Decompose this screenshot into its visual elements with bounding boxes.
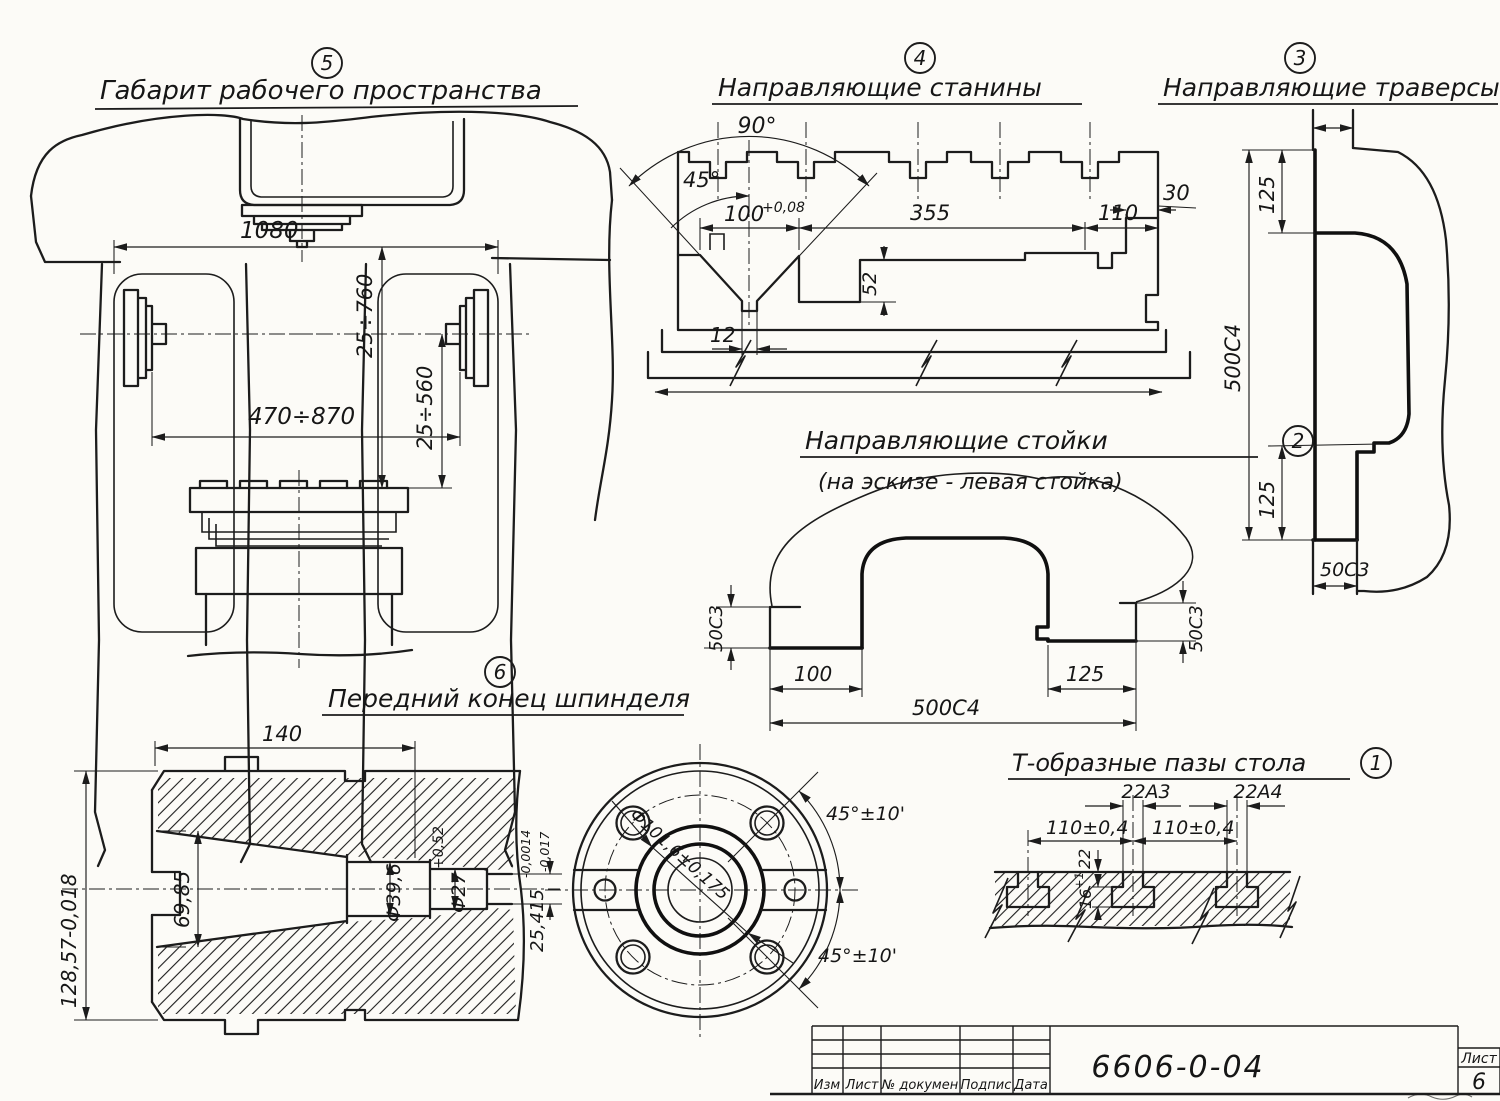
view-title: Направляющие стойки [805, 426, 1108, 455]
dim-110: 110 [1098, 201, 1139, 225]
dim-22a3: 22А3 [1121, 781, 1171, 803]
view-t-slots [985, 748, 1391, 944]
col-izm: Изм [813, 1078, 841, 1093]
dim-1080: 1080 [240, 218, 299, 244]
dim-125-bottom: 125 [1255, 480, 1279, 519]
view-spindle-end [57, 657, 905, 1040]
bed-centerlines [718, 122, 1090, 330]
dim-110-b: 110±0,4 [1152, 817, 1235, 839]
dim-f27-tol: +0,52 [431, 826, 447, 869]
work-space-dimensions [114, 218, 498, 488]
dim-355: 355 [910, 201, 951, 225]
wear-strip [710, 234, 724, 250]
dim-50c3-left: 50С3 [706, 605, 727, 652]
dim-25-415-tol-l: -0,017 [537, 831, 552, 872]
view-column-guides [704, 426, 1313, 731]
view-traverse-guides [1158, 43, 1500, 594]
bed-ways-profile [678, 218, 1158, 311]
dim-25-415-tol-u: -0,0014 [518, 829, 533, 878]
dim-f39-6: Ф39,6 [383, 863, 405, 922]
sheet-number: 6 [1472, 1070, 1486, 1095]
view-title: Передний конец шпинделя [328, 684, 691, 713]
dim-22a4: 22А4 [1233, 781, 1283, 803]
view-number: 6 [493, 660, 507, 684]
view-subtitle: (на эскизе - левая стойка) [818, 470, 1123, 495]
title-underline [95, 106, 578, 109]
dim-125-top: 125 [1255, 175, 1279, 214]
traverse-profile [1313, 110, 1450, 594]
dim-16-tol: +1 [1072, 872, 1086, 889]
col-podpis: Подпис [960, 1078, 1012, 1093]
dim-500c4: 500С4 [912, 696, 981, 720]
col-ndoc: № докумен [881, 1078, 959, 1093]
view-bed-guides [620, 43, 1196, 392]
dim-125: 125 [1066, 662, 1105, 686]
view-number: 4 [913, 46, 927, 70]
left-column-panel [114, 274, 234, 632]
dim-50c3-right: 50С3 [1186, 605, 1207, 652]
view-number: 1 [1369, 751, 1383, 775]
dim-100: 100 [794, 662, 833, 686]
dim-52: 52 [859, 271, 881, 296]
sheet-word: Лист [1461, 1051, 1497, 1067]
dim-140: 140 [262, 722, 303, 746]
dim-50c3: 50С3 [1320, 559, 1370, 581]
view-working-space [31, 48, 613, 866]
col-list: Лист [845, 1078, 879, 1093]
angle-45: 45° [683, 168, 721, 192]
dim-470-870: 470÷870 [248, 404, 356, 430]
side-spindle-heads [80, 290, 532, 386]
view-number: 3 [1293, 46, 1307, 70]
col-data: Дата [1014, 1078, 1048, 1093]
dim-128-57: 128,57-0,018 [57, 873, 81, 1008]
dim-100: 100 [724, 202, 765, 226]
dim-500c4: 500С4 [1221, 323, 1245, 392]
document-number: 6606-0-04 [1091, 1050, 1265, 1085]
dim-69-85: 69,85 [170, 870, 194, 928]
dim-16: 16 [1076, 888, 1095, 909]
dim-25-560: 25÷560 [413, 365, 437, 450]
view-number: 2 [1291, 429, 1305, 453]
dim-110-a: 110±0,4 [1046, 817, 1129, 839]
dim-12: 12 [710, 323, 736, 347]
dim-22: 22 [1075, 848, 1094, 869]
column-profile [770, 473, 1193, 648]
spindle-flange-view [545, 744, 905, 1040]
dim-f27: Ф27 [448, 872, 470, 913]
dim-f101-6: Ф101,6±0,175 [625, 805, 733, 905]
angle-90: 90° [737, 114, 777, 139]
view-title: Габарит рабочего пространства [100, 76, 542, 106]
angle-45-bottom: 45°±10' [818, 945, 897, 967]
dim-30: 30 [1163, 181, 1190, 205]
dim-25-760: 25÷760 [353, 273, 377, 358]
view-title: Направляющие станины [718, 73, 1042, 102]
spindle-section [62, 757, 560, 1034]
right-column-panel [378, 274, 498, 632]
title-block [770, 1026, 1500, 1099]
angle-45-top: 45°±10' [826, 803, 905, 825]
view-title: Т-образные пазы стола [1012, 749, 1307, 777]
view-title: Направляющие траверсы [1163, 73, 1500, 102]
dim-100-tol: +0,08 [762, 200, 805, 216]
view-number: 5 [320, 51, 334, 75]
dim-25-415: 25,415 [527, 889, 548, 952]
